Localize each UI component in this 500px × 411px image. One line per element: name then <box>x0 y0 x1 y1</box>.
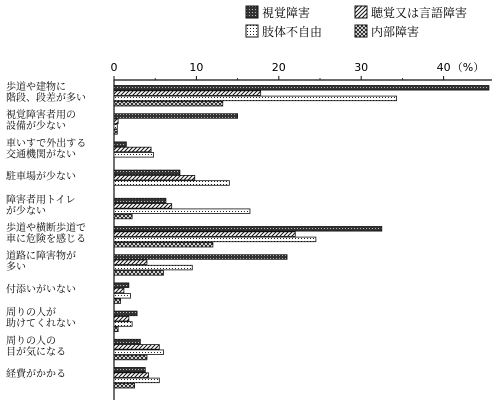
category-label-2-line-1: 視覚障害者用の <box>6 110 76 122</box>
category-label-6-line-2: 車に危険を感じる <box>6 234 86 245</box>
bar-c7-s4 <box>114 271 163 276</box>
bar-c11-s1 <box>114 368 145 373</box>
legend-label-2: 聴覚又は言語障害 <box>371 6 468 20</box>
bar-c1-s2 <box>114 91 261 96</box>
category-label-4-line-1: 駐車場が少ない <box>6 171 76 183</box>
bar-c11-s3 <box>114 378 159 383</box>
category-label-7-line-2: 多い <box>6 262 26 274</box>
bar-c1-s1 <box>114 86 489 91</box>
bar-c7-s2 <box>114 260 147 265</box>
x-tick-label-40: 40 <box>436 61 451 74</box>
bar-c2-s4 <box>114 130 117 135</box>
x-tick-label-10: 10 <box>189 61 204 74</box>
x-tick-label-30: 30 <box>354 61 369 74</box>
bar-c8-s2 <box>114 288 124 293</box>
category-label-7-line-1: 道路に障害物が <box>6 251 76 263</box>
bar-c5-s4 <box>114 214 132 219</box>
legend-swatch-1 <box>246 6 258 18</box>
bar-c11-s2 <box>114 373 149 378</box>
bar-c9-s2 <box>114 316 129 321</box>
bar-c1-s4 <box>114 101 223 106</box>
bar-c8-s1 <box>114 283 129 288</box>
bar-c7-s3 <box>114 265 192 270</box>
bar-c6-s2 <box>114 232 295 237</box>
bar-c8-s4 <box>114 299 121 304</box>
category-label-5-line-1: 障害者用トイレ <box>6 194 76 206</box>
bar-c3-s3 <box>114 153 154 158</box>
bar-c5-s2 <box>114 204 172 209</box>
bar-c1-s3 <box>114 96 397 101</box>
category-label-10-line-1: 周りの人の <box>6 335 56 347</box>
bar-c10-s4 <box>114 355 147 360</box>
category-label-9-line-1: 周りの人が <box>6 307 56 319</box>
category-label-1-line-2: 階段、段差が多い <box>6 93 86 104</box>
bar-c11-s4 <box>114 383 135 388</box>
bar-c10-s1 <box>114 339 140 344</box>
bar-c4-s2 <box>114 175 195 180</box>
bar-c4-s1 <box>114 170 180 175</box>
bar-c2-s3 <box>114 124 117 129</box>
legend-swatch-3 <box>246 25 258 37</box>
category-label-9-line-2: 助けてくれない <box>6 318 76 330</box>
legend <box>246 5 467 39</box>
bars <box>114 86 489 389</box>
bar-c6-s1 <box>114 227 382 232</box>
bar-c7-s1 <box>114 255 287 260</box>
x-tick-label-0: 0 <box>110 61 118 74</box>
category-label-8-line-1: 付添いがいない <box>6 284 76 296</box>
category-label-2-line-2: 設備が少ない <box>6 121 66 133</box>
bar-c2-s2 <box>114 119 118 124</box>
x-tick-label-20: 20 <box>271 61 286 74</box>
category-label-5-line-2: が少ない <box>6 205 46 217</box>
legend-label-3: 肢体不自由 <box>262 25 323 39</box>
bar-c9-s1 <box>114 311 137 316</box>
bar-c5-s1 <box>114 198 166 203</box>
category-label-3-line-1: 車いすで外出する <box>6 138 87 150</box>
bar-c2-s1 <box>114 114 238 119</box>
category-label-6-line-1: 歩道や横断歩道で <box>6 223 86 234</box>
bar-c6-s4 <box>114 242 213 247</box>
bar-c9-s3 <box>114 322 132 327</box>
category-label-11-line-1: 経費がかかる <box>6 369 66 380</box>
bar-c6-s3 <box>114 237 316 242</box>
legend-label-4: 内部障害 <box>371 25 420 39</box>
bar-c5-s3 <box>114 209 250 214</box>
category-label-3-line-2: 交通機関がない <box>6 149 76 161</box>
legend-label-1: 視覚障害 <box>262 6 311 20</box>
category-label-10-line-2: 目が気になる <box>6 346 66 358</box>
category-label-1-line-1: 歩道や建物に <box>6 82 66 93</box>
bar-c3-s2 <box>114 147 151 152</box>
legend-swatch-4 <box>355 25 367 37</box>
bar-c4-s3 <box>114 181 229 186</box>
legend-swatch-2 <box>355 6 367 18</box>
bar-c9-s4 <box>114 327 118 332</box>
bar-c8-s3 <box>114 294 130 299</box>
bar-c10-s3 <box>114 350 163 355</box>
bar-c10-s2 <box>114 345 159 350</box>
bar-c3-s1 <box>114 142 126 147</box>
unit-label: （%） <box>451 61 485 74</box>
category-labels <box>5 80 86 380</box>
